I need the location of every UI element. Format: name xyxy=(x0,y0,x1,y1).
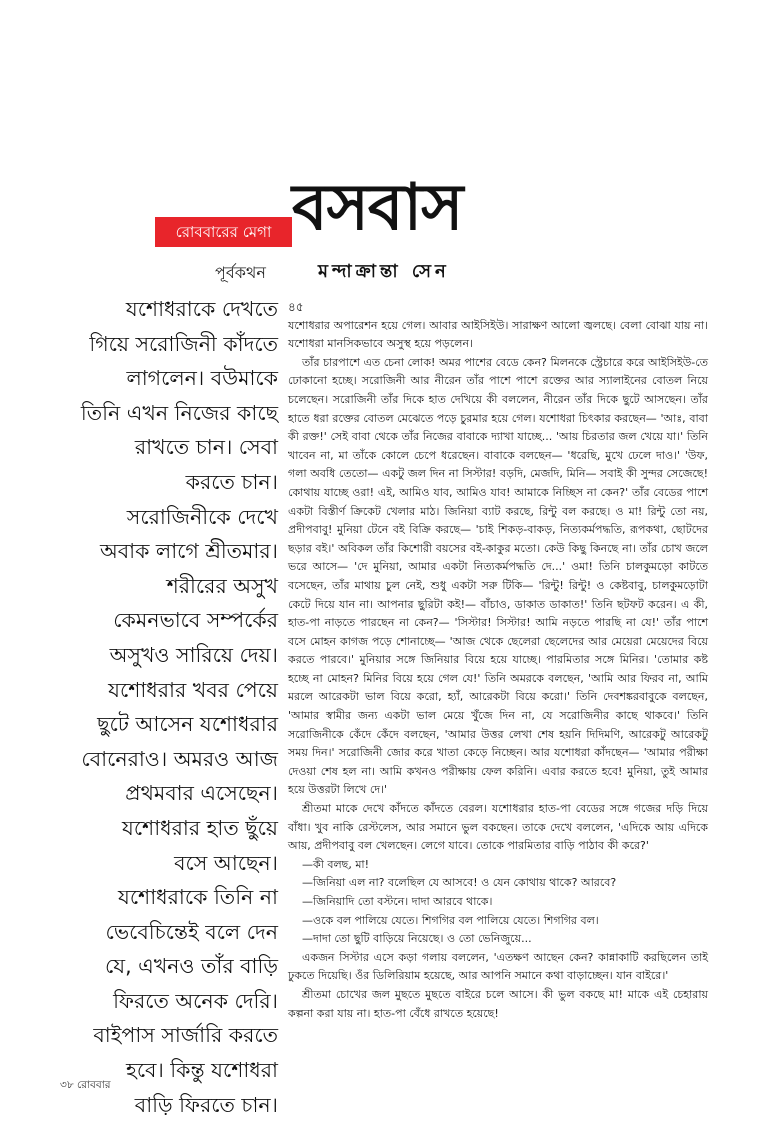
pull-quote-line: ভেবেচিন্তেই বলে দেন xyxy=(105,919,278,944)
pull-quote-line: বাইপাস সার্জারি করতে xyxy=(93,1023,278,1048)
pull-quote xyxy=(60,292,278,1122)
pull-quote-line: বসে আছেন। xyxy=(174,850,278,875)
pull-quote-line: অবাক লাগে শ্রীতমার। xyxy=(99,539,278,564)
body-paragraph: একজন সিস্টার এসে কড়া গলায় বললেন, 'এতক্ষণ আছেন কেন? কান্নাকাটি করছিলেন তাই ঢুকতে দিয়েছি। ওঁর ডিলিরিয়াম হয়েছে, আর আপনি সমানে কথা বাড়াচ্ছেন। যান বাইরে।' xyxy=(288,950,708,983)
body-paragraph: শ্রীতমা চোখের জল মুছতে মুছতে বাইরে চলে আসে। কী ভুল বকছে মা! মাকে এই চেহারায় কল্পনা করা যায় না। হাত-পা বেঁধে রাখতে হয়েছে! xyxy=(288,987,708,1020)
pull-quote-line: লাগলেন। বউমাকে xyxy=(126,366,278,391)
author-name: মন্দাক্রান্তা সেন xyxy=(318,261,450,282)
body-paragraph: শ্রীতমা মাকে দেখে কাঁদতে কাঁদতে বেরল। যশোধরার হাত-পা বেডের সঙ্গে গজের দড়ি দিয়ে বাঁধা। খুব নাকি রেস্টলেস, আর সমানে ভুল বকছেন। তাকে দেখে বললেন, 'এদিকে আয় এদিকে আয়, প্রদীপবাবু বল খেলছেন। লেগে যাবে। তোকে পারমিতার বাড়ি পাঠাব কী করে?' xyxy=(288,802,708,853)
byline-label: পূর্বকথন xyxy=(215,263,266,282)
body-paragraph: যশোধরার অপারেশন হয়ে গেল। আবার আইসিইউ। সারাক্ষণ আলো জ্বলছে। বেলা বোঝা যায় না। যশোধরা মানসিকভাবে অসুস্থ হয়ে পড়লেন। xyxy=(288,318,708,351)
pull-quote-line: যশোধরার হাত ছুঁয়ে xyxy=(122,815,278,840)
page-footer: ৩৮ রোববার xyxy=(60,1079,111,1091)
pull-quote-line: করতে চান। xyxy=(185,469,278,494)
pull-quote-line: ফিরতে অনেক দেরি। xyxy=(113,988,278,1013)
story-title: বসবাস xyxy=(292,171,463,245)
article-body xyxy=(288,298,708,1023)
pull-quote-line: রাখতে চান। সেবা xyxy=(134,435,278,460)
pull-quote-line: অসুখও সারিয়ে দেয়। xyxy=(109,642,278,667)
dialogue-line: —জিনিয়া এল না? বলেছিল যে আসবে! ও যেন কোথায় থাকে? আরবে? xyxy=(302,876,617,890)
pull-quote-line: তিনি এখন নিজের কাছে xyxy=(80,400,278,425)
pull-quote-line: বোনেরাও। অমরও আজ xyxy=(81,746,278,771)
pull-quote-line: শরীরের অসুখ xyxy=(166,573,278,598)
pull-quote-line: যে, এখনও তাঁর বাড়ি xyxy=(104,954,278,979)
pull-quote-line: কেমনভাবে সম্পর্কের xyxy=(113,608,278,633)
dialogue-line: —দাদা তো ছুটি বাড়িয়ে নিয়েছে। ও তো ভেনিজুয়ে... xyxy=(302,932,532,946)
chapter-number: ৪৫ xyxy=(288,300,304,314)
section-kicker-badge: রোববারের মেগা xyxy=(155,217,292,247)
pull-quote-line: সরোজিনীকে দেখে xyxy=(126,504,278,529)
pull-quote-line: ছুটে আসেন যশোধরার xyxy=(97,712,278,737)
body-paragraph: তাঁর চারপাশে এত চেনা লোক! অমর পাশের বেডে কেন? মিলনকে স্ট্রেচারে করে আইসিইউ-তে ঢোকানো হচ্ছে। সরোজিনী আর নীরেন তাঁর পাশে পাশে রক্তের আর স্যালাইনের বোতল নিয়ে চলেছেন। সরোজিনী তাঁর দিকে হাত দেখিয়ে কী বললেন, নীরেন তাঁর দিকে ছুটে আসছেন। তাঁর হাতে ধরা রক্তের বোতল মেঝেতে পড়ে চুরমার হয়ে গেল। যশোধরা চিৎকার করছেন— 'আঃ, বাবা কী রক্ত!' সেই বাবা থেকে তাঁর নিজের বাবাকে দ্যাখা যাচ্ছে... 'আয় চিরতার জল খেয়ে যা।' তিনি খাবেন না, মা তাঁকে কোলে চেপে ধরেছেন। বাবাকে বলছেন— 'ধরেছি, মুখে ঢেলে দাও।' 'উফ, গলা অবধি তেতো— একটু জল দিন না সিস্টার! বড়দি, মেজদি, মিনি— সবাই কী সুন্দর সেজেছে! কোথায় যাচ্ছে ওরা! এই, আমিও যাব, আমিও যাব! আমাকে নিচ্ছিস না কেন?' তাঁর বেডের পাশে একটা বিস্তীর্ণ ক্রিকেট খেলার মাঠ। জিনিয়া ব্যাট করছে, রিন্টু বল করছে। ও মা! রিন্টু তো নয়, প্রদীপবাবু! মুনিয়া টেনে বই বিক্রি করছে— 'চাই শিকড়-বাকড়, নিত্যকর্মপদ্ধতি, রূপকথা, ছোটদের ছড়ার বই।' অবিকল তাঁর কিশোরী বয়সের বই-কাকুর মতো। কেউ কিছু কিনছে না। তাঁর চোখ জলে ভরে আসে— 'দে মুনিয়া, আমার একটা নিত্যকর্মপদ্ধতি দে...' ওমা! তিনি চালকুমড়ো কাটতে বসেছেন, তাঁর মাথায় চুল নেই, শুধু একটা সরু টিকি— 'রিন্টু! রিন্টু! ও কেষ্টবাবু, চালকুমড়োটা কেটে দিয়ে যান না। আপনার ছুরিটা কই!— বাঁচাও, ডাকাত ডাকাত!' তিনি ছটফট করেন। এ কী, হাত-পা নাড়তে পারছেন না কেন?— 'সিস্টার! সিস্টার! আমি নড়তে পারছি না যে!' তাঁর পাশে বসে মোহন কাগজ পড়ে শোনাচ্ছে— 'আজ থেকে ছেলেরা ছেলেদের আর মেয়েরা মেয়েদের বিয়ে করতে পারবে।' মুনিয়ার সঙ্গে জিনিয়ার বিয়ে হয়ে যাচ্ছে। পারমিতার সঙ্গে মিনির। 'তোমার কষ্ট হচ্ছে না মোহন? মিনির বিয়ে হয়ে গেল যে!' তিনি অমরকে বলছেন, 'আমি আর ফিরব না, আমি মরলে আরেকটা ভাল বিয়ে করো, হ্যাঁ, আরেকটা বিয়ে করো।' তিনি দেবশঙ্করবাবুকে বলছেন, 'আমার স্বামীর জন্য একটা ভাল মেয়ে খুঁজে দিন না, যে সরোজিনীর কাছে থাকবে।' তিনি সরোজিনীকে কেঁদে কেঁদে বলছেন, 'আমার উত্তর লেখা শেষ হয়নি দিদিমণি, আরেকটু আরেকটু সময় দিন।' সরোজিনী জোর করে খাতা কেড়ে নিচ্ছেন। আর যশোধরা কাঁদছেন— 'আমার পরীক্ষা দেওয়া শেষ হল না। আমি কখনও পরীক্ষায় ফেল করিনি। এবার করতে হবে! মুনিয়া, তুই আমার হয়ে উত্তরটা লিখে দে।' xyxy=(288,355,708,797)
pull-quote-line: প্রথমবার এসেছেন। xyxy=(125,781,278,806)
pull-quote-line: যশোধরার খবর পেয়ে xyxy=(108,677,278,702)
pull-quote-line: যশোধরাকে দেখতে xyxy=(125,297,278,321)
dialogue-line: —কী বলছ, মা! xyxy=(302,857,370,871)
pull-quote-line: বাড়ি ফিরতে চান। xyxy=(134,1092,278,1117)
pull-quote-line: যশোধরাকে তিনি না xyxy=(118,885,278,910)
dialogue-line: —জিনিয়াদি তো বস্টনে। দাদা আরবে থাকে। xyxy=(302,895,493,908)
pull-quote-line: হবে। কিন্তু যশোধরা xyxy=(126,1058,278,1083)
dialogue-line: —ওকে বল পালিয়ে যেতে। শিগগির বল পালিয়ে যেতে। শিগগির বল। xyxy=(302,913,599,927)
pull-quote-line: গিয়ে সরোজিনী কাঁদতে xyxy=(89,331,278,356)
